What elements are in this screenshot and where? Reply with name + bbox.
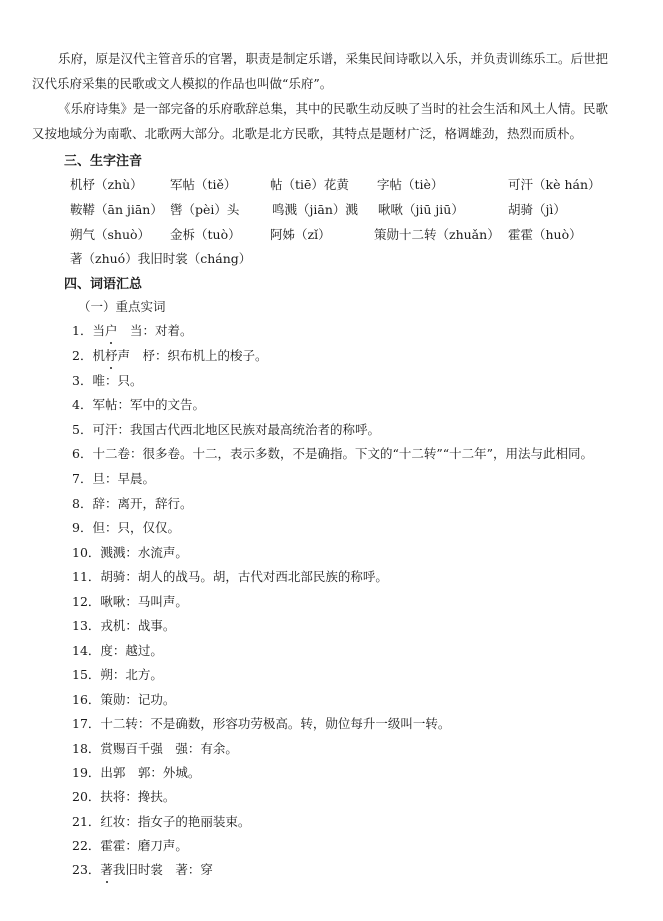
item-number: 17． bbox=[72, 716, 101, 731]
item-text: 我旧时裳 著：穿 bbox=[112, 862, 213, 877]
pinyin-entry: 帖（tiē）花黄 bbox=[270, 177, 349, 192]
item-number: 21． bbox=[72, 814, 101, 829]
intro-paragraph-2 bbox=[32, 97, 632, 146]
list-item bbox=[72, 543, 188, 561]
emphasized-char: 户 bbox=[104, 323, 118, 338]
item-number: 14． bbox=[72, 643, 101, 658]
list-item bbox=[72, 494, 192, 512]
list-item bbox=[72, 444, 593, 462]
item-text: 戎机：战事。 bbox=[100, 618, 176, 633]
list-item bbox=[72, 641, 163, 659]
item-text: 红妆：指女子的艳丽装束。 bbox=[100, 814, 251, 829]
item-number: 20． bbox=[72, 789, 101, 804]
list-item bbox=[72, 420, 380, 438]
item-number: 13． bbox=[72, 618, 101, 633]
item-text: 扶将：搀扶。 bbox=[100, 789, 176, 804]
item-number: 8． bbox=[72, 496, 93, 511]
pinyin-entry: 字帖（tiè） bbox=[377, 177, 444, 192]
item-number: 2． bbox=[72, 348, 93, 363]
item-text: 朔：北方。 bbox=[100, 667, 163, 682]
item-text: 啾啾：马叫声。 bbox=[100, 594, 188, 609]
intro-paragraph-1 bbox=[32, 47, 632, 96]
item-text: 辞：离开，辞行。 bbox=[92, 496, 193, 511]
text-line: 汉代乐府采集的民歌或文人模拟的作品也叫做“乐府”。 bbox=[32, 75, 333, 91]
list-item bbox=[72, 787, 175, 805]
emphasized-char: 著 bbox=[100, 862, 113, 877]
pinyin-entry: 可汗（kè hán） bbox=[508, 177, 601, 192]
item-text: 胡骑：胡人的战马。胡，古代对西北部民族的称呼。 bbox=[100, 569, 388, 584]
item-text: 赏赐百千强 强：有余。 bbox=[100, 741, 238, 756]
item-number: 9． bbox=[72, 520, 93, 535]
item-text: 霍霍：磨刀声。 bbox=[100, 838, 188, 853]
item-text: 当：对着。 bbox=[117, 323, 193, 338]
list-item bbox=[72, 567, 388, 585]
item-text: 声 杼：织布机上的梭子。 bbox=[117, 348, 268, 363]
list-item bbox=[72, 346, 268, 364]
item-text: 度：越过。 bbox=[100, 643, 163, 658]
pinyin-entry: 著（zhuó）我旧时裳（cháng） bbox=[70, 251, 252, 266]
item-number: 15． bbox=[72, 667, 101, 682]
pinyin-entry: 朔气（shuò） bbox=[70, 227, 151, 242]
item-text: 出郭 郭：外城。 bbox=[100, 765, 201, 780]
item-text: 十二卷：很多卷。十二，表示多数，不是确指。下文的“十二转”“十二年”，用法与此相同。 bbox=[92, 446, 594, 461]
pinyin-entry: 策勋十二转（zhuǎn） bbox=[374, 227, 500, 242]
list-item bbox=[72, 812, 250, 830]
pinyin-row bbox=[70, 249, 650, 269]
item-number: 12． bbox=[72, 594, 101, 609]
item-text: 十二转：不是确数，形容功劳极高。转，勋位每升一级叫一转。 bbox=[100, 716, 451, 731]
item-number: 3． bbox=[72, 373, 93, 388]
item-number: 4． bbox=[72, 397, 93, 412]
list-item bbox=[72, 860, 213, 878]
list-item bbox=[72, 836, 188, 854]
item-number: 19． bbox=[72, 765, 101, 780]
pinyin-entry: 啾啾（jiū jiū） bbox=[378, 202, 464, 217]
item-number: 5． bbox=[72, 422, 93, 437]
subsection-heading: （一）重点实词 bbox=[78, 299, 166, 314]
list-item bbox=[72, 763, 200, 781]
item-number: 1． bbox=[72, 323, 93, 338]
text-line: 乐府，原是汉代主管音乐的官署，职责是制定乐谱，采集民间诗歌以入乐，并负责训练乐工。后世把 bbox=[58, 51, 609, 66]
item-text: 旦：早晨。 bbox=[92, 471, 155, 486]
item-text: 但：只，仅仅。 bbox=[92, 520, 180, 535]
item-number: 10． bbox=[72, 545, 101, 560]
list-item bbox=[72, 469, 155, 487]
item-text: 溅溅：水流声。 bbox=[100, 545, 188, 560]
item-text: 策勋：记功。 bbox=[100, 692, 176, 707]
list-item bbox=[72, 690, 175, 708]
item-number: 18． bbox=[72, 741, 101, 756]
pinyin-entry: 金柝（tuò） bbox=[170, 227, 241, 242]
section-heading-vocabulary: 四、词语汇总 bbox=[64, 277, 143, 292]
item-number: 16． bbox=[72, 692, 101, 707]
pinyin-row bbox=[70, 225, 650, 245]
item-number: 22． bbox=[72, 838, 101, 853]
item-text: 军帖：军中的文告。 bbox=[92, 397, 205, 412]
item-number: 6． bbox=[72, 446, 93, 461]
list-item bbox=[72, 714, 450, 732]
item-number: 7． bbox=[72, 471, 93, 486]
item-text: 唯：只。 bbox=[92, 373, 143, 388]
item-text: 机 bbox=[92, 348, 105, 363]
text-line: 《乐府诗集》是一部完备的乐府歌辞总集，其中的民歌生动反映了当时的社会生活和风土人情。民歌 bbox=[58, 101, 609, 116]
list-item bbox=[72, 592, 188, 610]
pinyin-entry: 辔（pèi）头 bbox=[170, 202, 240, 217]
pinyin-entry: 胡骑（jì） bbox=[508, 202, 566, 217]
list-item bbox=[72, 395, 205, 413]
pinyin-entry: 机杼（zhù） bbox=[70, 177, 143, 192]
section-heading-pronunciation: 三、生字注音 bbox=[64, 154, 143, 169]
pinyin-entry: 军帖（tiě） bbox=[170, 177, 237, 192]
pinyin-row bbox=[70, 200, 650, 220]
pinyin-entry: 鞍鞯（ān jiān） bbox=[70, 202, 163, 217]
emphasized-char: 杼 bbox=[104, 348, 118, 363]
item-text: 可汗：我国古代西北地区民族对最高统治者的称呼。 bbox=[92, 422, 380, 437]
text-line: 又按地域分为南歌、北歌两大部分。北歌是北方民歌，其特点是题材广泛，格调雄劲，热烈而质朴。 bbox=[32, 125, 583, 141]
list-item bbox=[72, 321, 193, 339]
pinyin-row bbox=[70, 175, 650, 195]
list-item bbox=[72, 371, 142, 389]
item-text: 当 bbox=[92, 323, 105, 338]
list-item bbox=[72, 616, 175, 634]
item-number: 11． bbox=[72, 569, 101, 584]
pinyin-entry: 鸣溅（jiān）溅 bbox=[272, 202, 358, 217]
pinyin-entry: 阿姊（zǐ） bbox=[270, 227, 331, 242]
list-item bbox=[72, 665, 163, 683]
pinyin-entry: 霍霍（huò） bbox=[508, 227, 582, 242]
item-number: 23． bbox=[72, 862, 101, 877]
list-item bbox=[72, 739, 238, 757]
list-item bbox=[72, 518, 180, 536]
